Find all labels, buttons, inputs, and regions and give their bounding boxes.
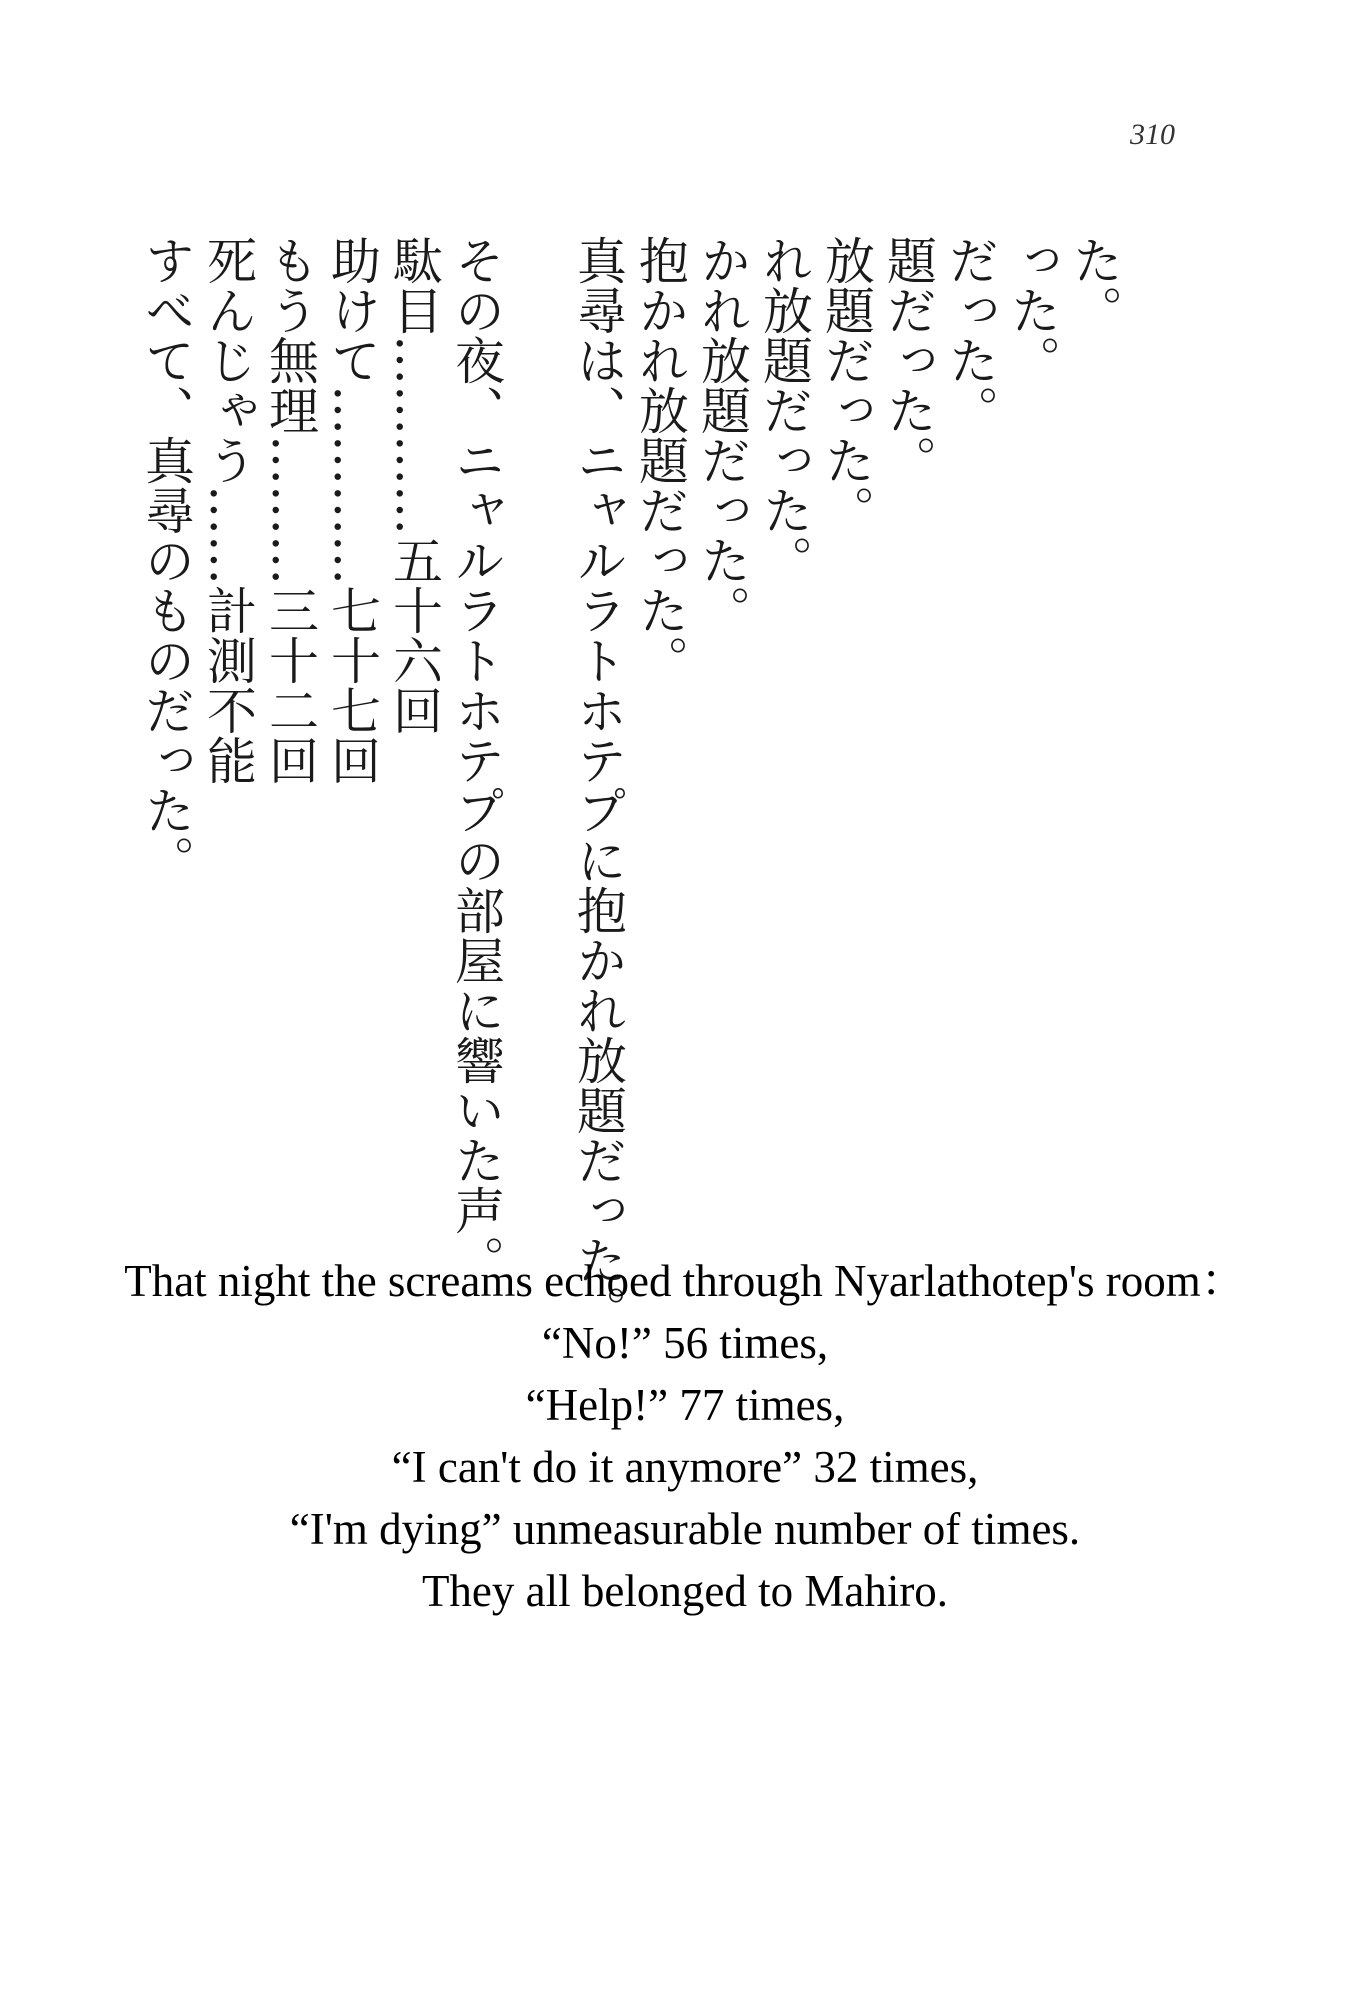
- jp-line: すべて、真尋のものだった。: [137, 235, 195, 885]
- jp-line: れ放題だった。: [755, 235, 813, 585]
- page-number: 310: [1130, 118, 1175, 151]
- jp-line: だった。: [941, 235, 999, 435]
- jp-line: 駄目…………五十六回: [385, 235, 443, 735]
- jp-line: 真尋は、ニャルラトホテプに抱かれ放題だった。: [569, 235, 627, 1335]
- translation-line: They all belonged to Mahiro.: [421, 1566, 949, 1616]
- english-translation: [0, 1250, 1370, 1622]
- jp-line: もう無理………三十二回: [261, 235, 319, 785]
- translation-line: That night the screams echoed through Nyarlathotep's room：: [124, 1256, 1246, 1306]
- jp-line: かれ放題だった。: [693, 235, 751, 635]
- jp-line: その夜、ニャルラトホテプの部屋に響いた声。: [447, 235, 505, 1285]
- translation-line: “Help!” 77 times,: [525, 1380, 845, 1430]
- jp-line: 放題だった。: [817, 235, 875, 535]
- paragraph-gap: [507, 235, 567, 1115]
- jp-line: 助けて…………七十七回: [323, 235, 381, 785]
- jp-line: た。: [1065, 235, 1123, 335]
- jp-line: 題だった。: [879, 235, 937, 485]
- jp-line: 死んじゃう……計測不能: [199, 235, 257, 785]
- jp-line: 抱かれ放題だった。: [631, 235, 689, 685]
- jp-line: った。: [1003, 235, 1061, 385]
- translation-line: “I'm dying” unmeasurable number of times.: [289, 1504, 1081, 1554]
- translation-line: “I can't do it anymore” 32 times,: [391, 1442, 979, 1492]
- translation-line: “No!” 56 times,: [541, 1318, 829, 1368]
